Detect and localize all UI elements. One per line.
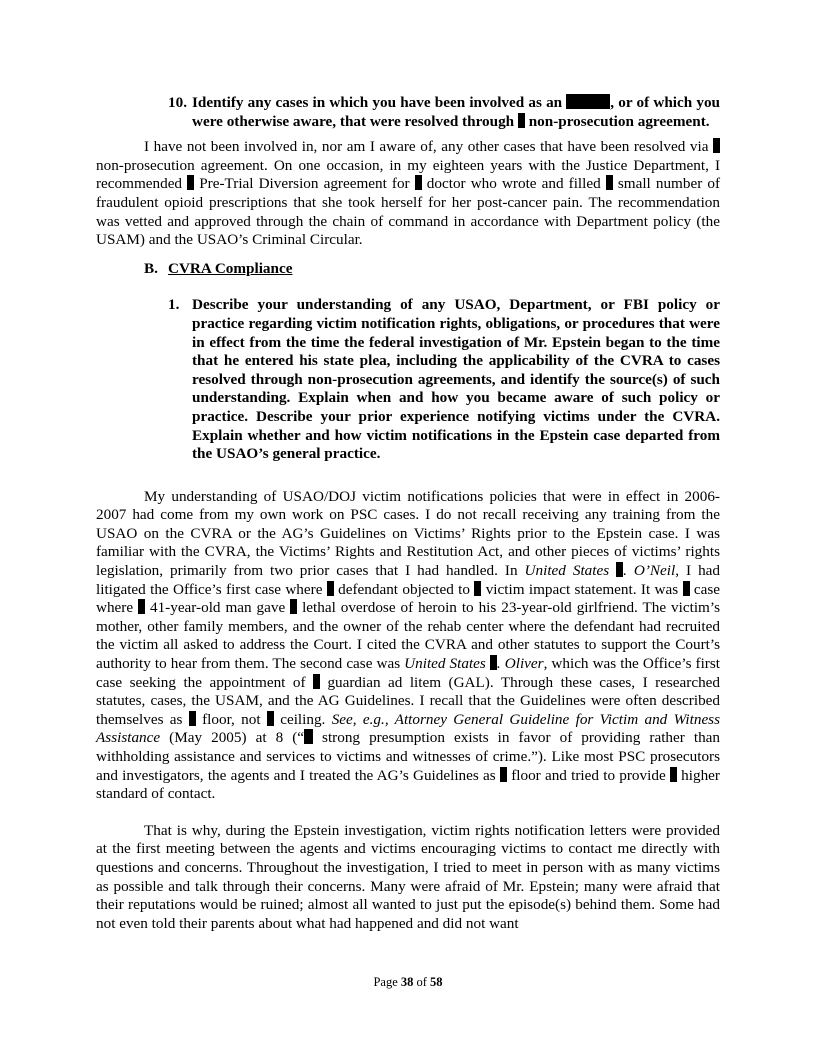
redaction: [304, 729, 313, 744]
question-text: Identify any cases in which you have been involved as an , or of which you were otherwise aware, that were resolved through non-prosecution agreement.: [192, 94, 720, 130]
document-page: [96, 94, 720, 933]
question-10: [168, 94, 720, 131]
redaction: [189, 711, 196, 726]
question-text: Describe your understanding of any USAO, Department, or FBI policy or practice regarding victim notification rights, obligations, or procedures that were in effect from the time the federal investigation of Mr. Epstein began to the time that he entered his state plea, including the applicability of the CVRA to cases resolved through non-prosecution agreements, and identify the source(s) of such understanding. Explain when and how you became aware of such policy or practice. Describe your prior experience notifying victims under the CVRA. Explain whether and how victim notifications in the Epstein case departed from the USAO’s general practice.: [192, 296, 720, 463]
redaction: [138, 599, 145, 614]
question-number: 1.: [168, 296, 180, 314]
current-page-number: 38: [400, 975, 414, 989]
question-1: [168, 296, 720, 463]
redaction: [313, 674, 320, 689]
redaction: [713, 138, 720, 153]
redaction: [566, 94, 610, 109]
redaction: [606, 175, 613, 190]
redaction: [670, 767, 677, 782]
answer-paragraph-3: That is why, during the Epstein investigation, victim rights notification letters were provided at the first meeting between the agents and victims encouraging victims to contact me directly with questions and concerns. Throughout the investigation, I tried to meet in person with as many victims as possible and talk through their concerns. Many were afraid of Mr. Epstein; many were afraid that their reputations would be ruined; almost all wanted to just put the episode(s) behind them. Some had not even told their parents about what had happened and did not want: [96, 821, 720, 932]
redaction: [500, 767, 507, 782]
total-pages: 58: [430, 975, 443, 989]
redaction: [415, 175, 422, 190]
answer-paragraph-2: My understanding of USAO/DOJ victim notifications policies that were in effect in 2006-2007 had come from my own work on PSC cases. I do not recall receiving any training from the USAO on the CVRA or the AG’s Guidelines on Victims’ Rights prior to the Epstein case. I was familiar with the CVRA, the Victims’ Rights and Restitution Act, and other pieces of victims’ rights legislation, primarily from two prior cases that I had handled. In United States . O’Neil, I had litigated the Office’s first case where defendant objected to victim impact statement. It was case where 41-year-old man gave lethal overdose of heroin to his 23-year-old girlfriend. The victim’s mother, other family members, and the owner of the rehab center where the defendant had recruited the victim all asked to address the Court. I cited the CVRA and other statutes to support the Court’s authority to hear from them. The second case was United States . Oliver, which was the Office’s first case seeking the appointment of guardian ad litem (GAL). Through these cases, I researched statutes, cases, the USAM, and the AG Guidelines. I recall that the Guidelines were often described themselves as floor, not ceiling. See, e.g., Attorney General Guideline for Victim and Witness Assistance (May 2005) at 8 (“ strong presumption exists in favor of providing rather than withholding assistance and services to victims and witnesses of crime.”). Like most PSC prosecutors and investigators, the agents and I treated the AG’s Guidelines as floor and tried to provide higher standard of contact.: [96, 487, 721, 803]
page-footer: Page 38 of 58: [373, 975, 443, 989]
answer-paragraph-1: I have not been involved in, nor am I aware of, any other cases that have been resolved via non-prosecution agreement. On one occasion, in my eighteen years with the Justice Department, I recommended Pre-Trial Diversion agreement for doctor who wrote and filled small number of fraudulent opioid prescriptions that she took herself for her post-cancer pain. The recommendation was vetted and approved through the chain of command in accordance with Department policy (the USAM) and the USAO’s Criminal Circular.: [96, 138, 721, 249]
redaction: [518, 113, 525, 128]
redaction: [683, 581, 690, 596]
redaction: [267, 711, 274, 726]
redaction: [327, 581, 334, 596]
question-number: 10.: [168, 94, 187, 111]
section-heading: B. CVRA Compliance: [144, 259, 293, 277]
redaction: [490, 655, 497, 670]
